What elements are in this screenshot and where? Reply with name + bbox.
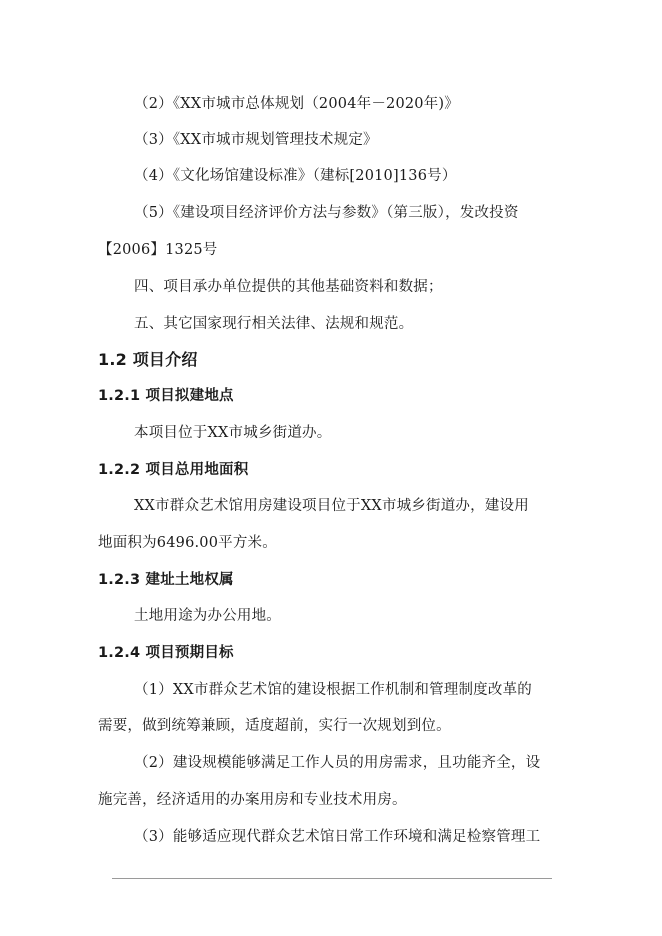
subsection-title-1-2-4: 1.2.4 项目预期目标 <box>98 645 234 661</box>
goal-2-line2: 施完善，经济适用的办案用房和专业技术用房。 <box>98 792 407 808</box>
ref-item-4: （4）《文化场馆建设标准》（建标[2010]136号） <box>134 168 457 184</box>
subsection-title-1-2-3: 1.2.3 建址土地权属 <box>98 572 234 588</box>
footer-divider <box>112 878 552 879</box>
goal-2-line1: （2）建设规模能够满足工作人员的用房需求，且功能齐全，设 <box>134 755 541 771</box>
ref-item-5-line1: （5）《建设项目经济评价方法与参数》（第三版），发改投资 <box>134 205 519 221</box>
ref-item-2: （2）《XX市城市总体规划（2004年－2020年)》 <box>134 96 459 112</box>
basis-item-five: 五、其它国家现行相关法律、法规和规范。 <box>134 316 414 332</box>
goal-1-line1: （1）XX市群众艺术馆的建设根据工作机制和管理制度改革的 <box>134 682 532 698</box>
basis-item-four: 四、项目承办单位提供的其他基础资料和数据； <box>134 279 443 295</box>
ref-item-5-line2: 【2006】1325号 <box>98 242 218 258</box>
subsection-text-1-2-1: 本项目位于XX市城乡街道办。 <box>134 425 332 441</box>
subsection-text-1-2-3: 土地用途为办公用地。 <box>134 608 281 624</box>
ref-item-3: （3）《XX市城市规划管理技术规定》 <box>134 132 378 148</box>
subsection-text-1-2-2-line2: 地面积为6496.00平方米。 <box>98 535 277 551</box>
subsection-title-1-2-1: 1.2.1 项目拟建地点 <box>98 388 234 404</box>
goal-1-line2: 需要，做到统筹兼顾，适度超前，实行一次规划到位。 <box>98 718 451 734</box>
section-title-1-2: 1.2 项目介绍 <box>98 350 198 369</box>
subsection-title-1-2-2: 1.2.2 项目总用地面积 <box>98 462 249 478</box>
goal-3-line1: （3）能够适应现代群众艺术馆日常工作环境和满足检察管理工 <box>134 829 541 845</box>
subsection-text-1-2-2-line1: XX市群众艺术馆用房建设项目位于XX市城乡街道办，建设用 <box>134 498 529 514</box>
